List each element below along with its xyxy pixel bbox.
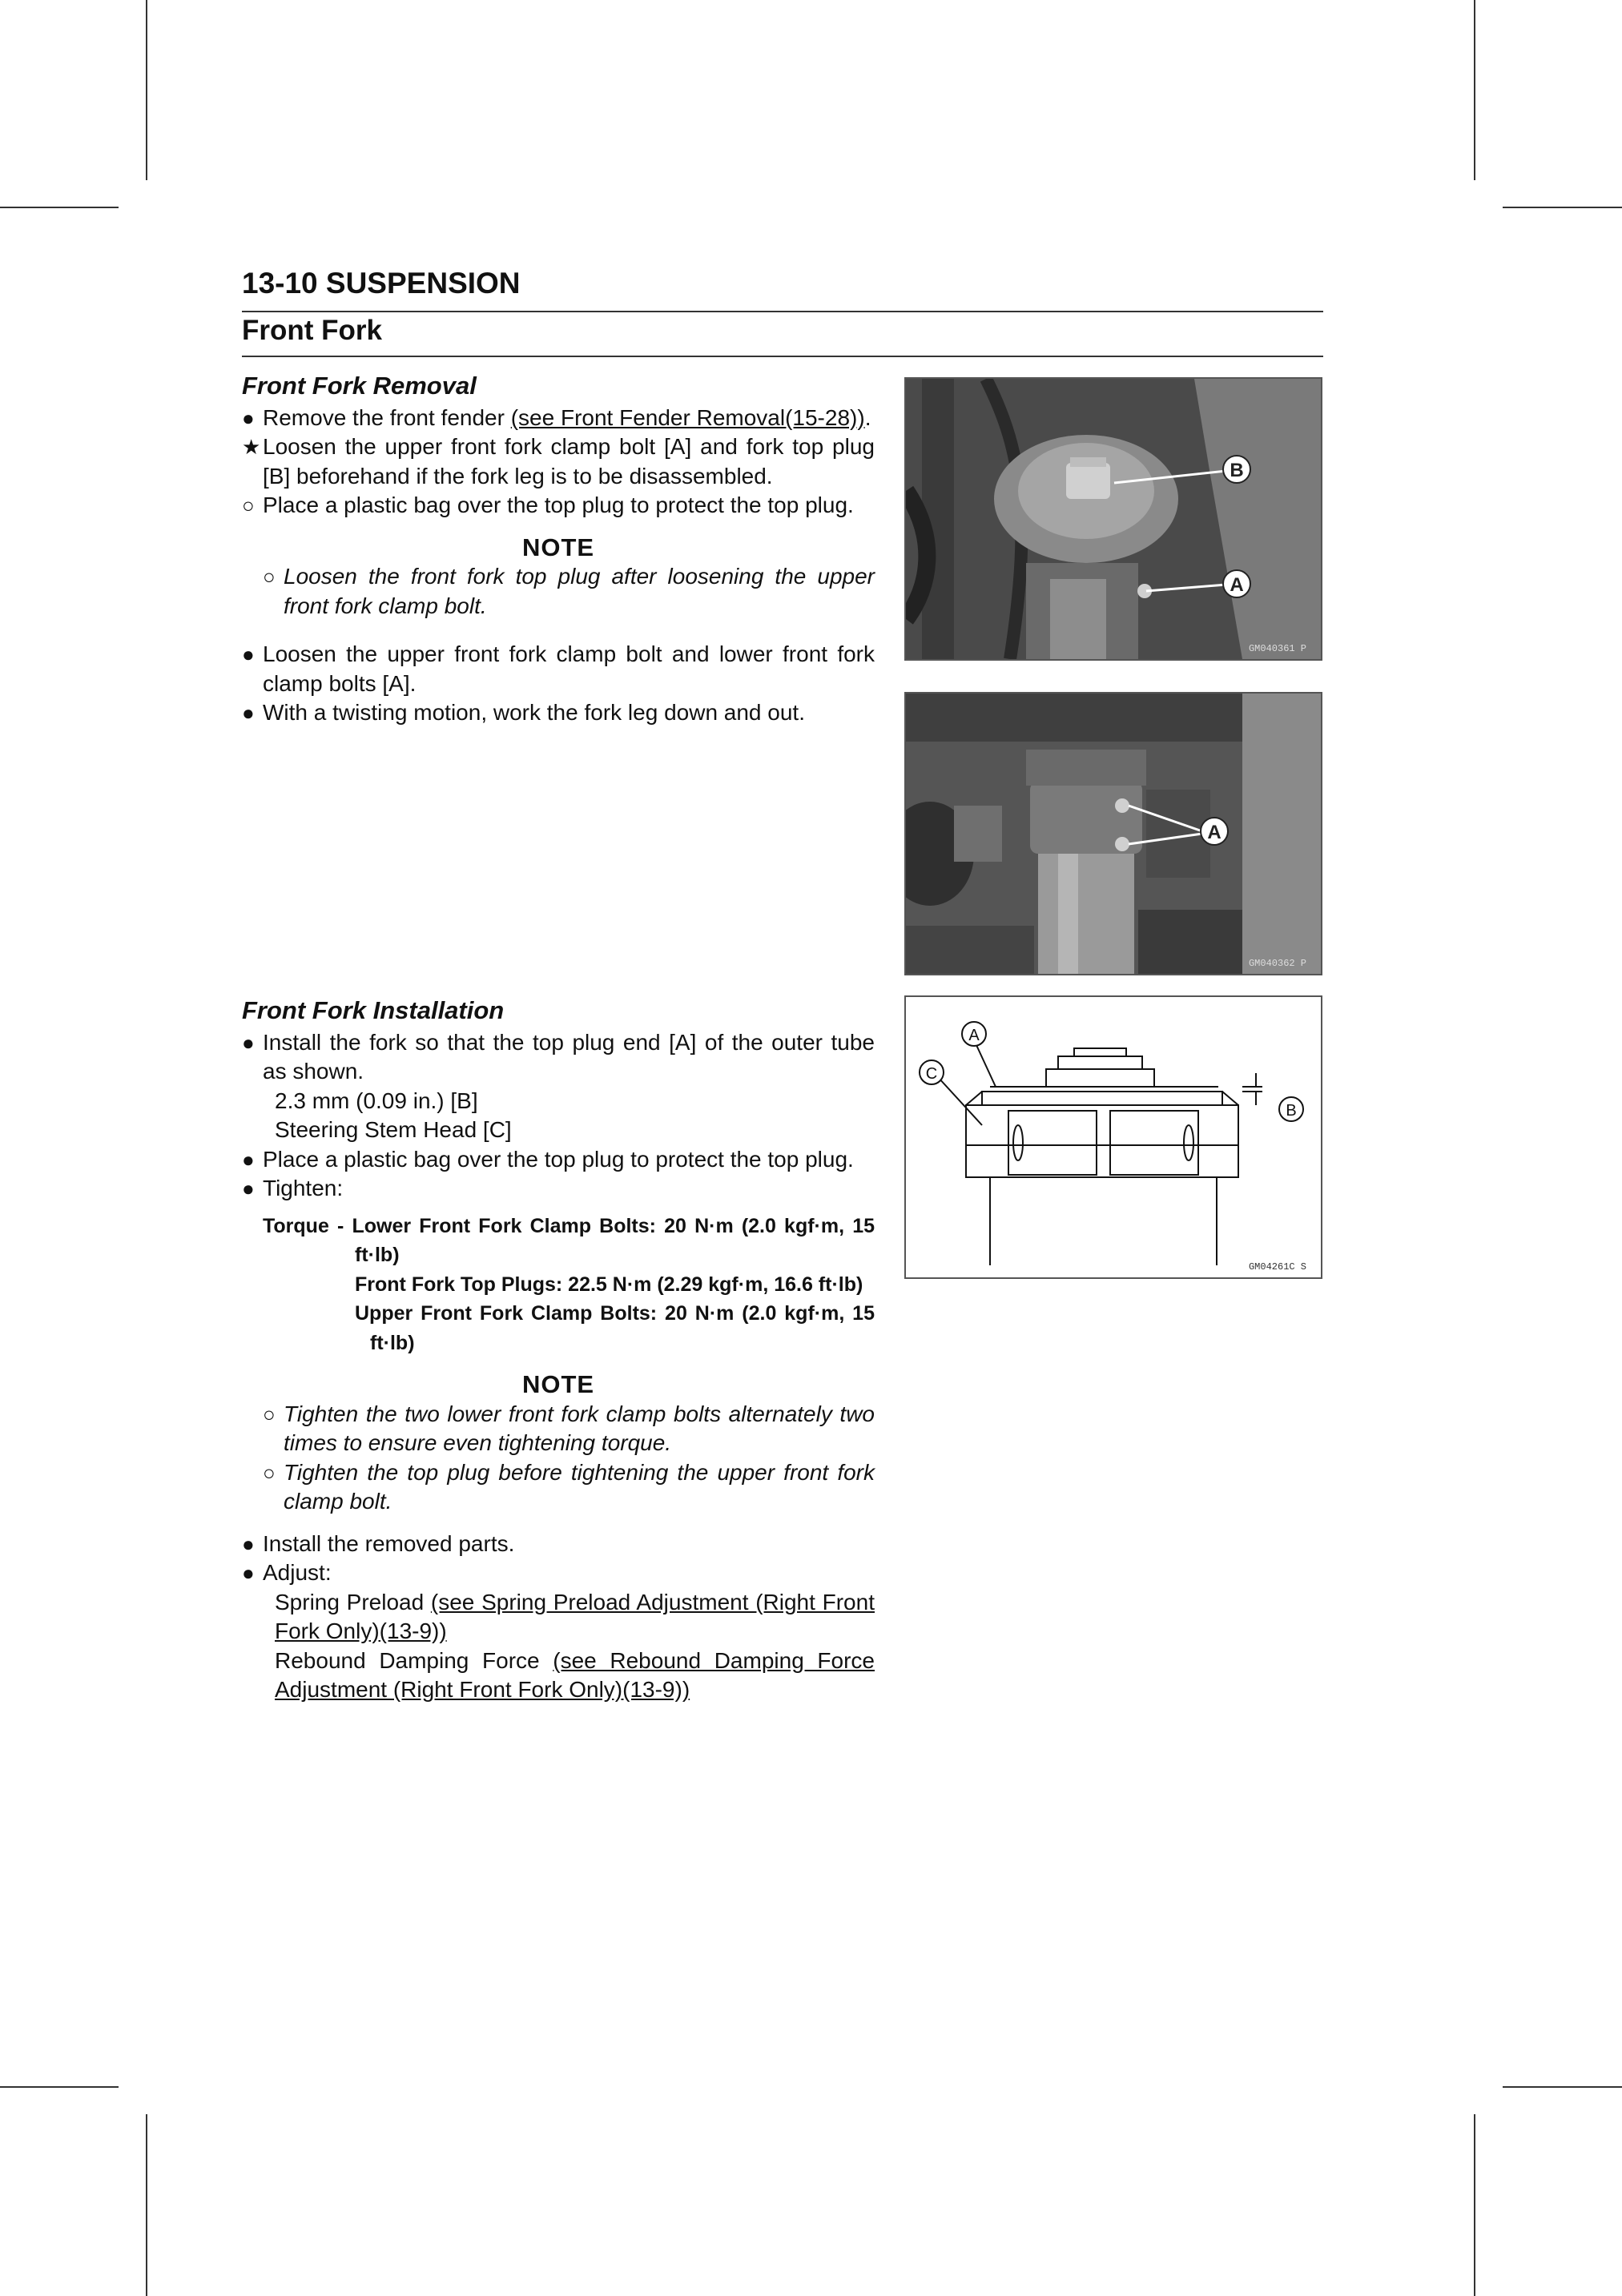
install-step: ● Tighten: bbox=[242, 1174, 875, 1204]
crop-mark bbox=[1474, 2114, 1475, 2296]
star-icon: ★ bbox=[242, 435, 261, 459]
install-step: ● Place a plastic bag over the top plug to protect the top plug. bbox=[242, 1145, 875, 1175]
fork-clamps-photo bbox=[906, 694, 1321, 974]
removal-step: ● Loosen the upper front fork clamp bolt and lower front fork clamp bolts [A]. bbox=[242, 641, 875, 696]
callout-label-b: B bbox=[1286, 1102, 1297, 1120]
bullet-icon: ● bbox=[242, 405, 255, 430]
install-detail: 2.3 mm (0.09 in.) [B] bbox=[275, 1088, 478, 1113]
figure-installation-diagram bbox=[904, 995, 1322, 1279]
removal-step: ● With a twisting motion, work the fork leg down and out. bbox=[242, 698, 875, 728]
bullet-icon: ● bbox=[242, 1176, 255, 1200]
figure-code: GM040362 P bbox=[1248, 958, 1306, 969]
install-step: ● Install the removed parts. bbox=[242, 1530, 875, 1559]
torque-row: Front Fork Top Plugs: 22.5 N·m (2.29 kgf·m, 16.6 ft·lb) bbox=[355, 1273, 863, 1296]
torque-row: Upper Front Fork Clamp Bolts: 20 N·m (2.0 kgf·m, 15 ft·lb) bbox=[355, 1302, 875, 1354]
section-title: Front Fork bbox=[242, 315, 382, 346]
figure-fork-top bbox=[904, 377, 1322, 661]
callout-label-b: B bbox=[1230, 460, 1244, 481]
installation-heading: Front Fork Installation bbox=[242, 996, 505, 1024]
adjust-item: Rebound Damping Force (see Rebound Damping Force Adjustment (Right Front Fork Only)(13-9)) bbox=[275, 1647, 875, 1702]
fork-top-photo bbox=[906, 379, 1321, 659]
link-front-fender-removal[interactable]: (see Front Fender Removal(15-28)) bbox=[510, 404, 865, 430]
circle-icon: ○ bbox=[263, 565, 276, 589]
link-rebound-damping[interactable]: (see Rebound Damping Force Adjustment (Right Front Fork Only)(13-9)) bbox=[275, 1647, 875, 1702]
installation-diagram bbox=[906, 997, 1321, 1277]
removal-step: ● Remove the front fender (see Front Fender Removal(15-28)). bbox=[242, 404, 875, 433]
installation-section bbox=[242, 996, 875, 1705]
removal-heading: Front Fork Removal bbox=[242, 372, 477, 400]
crop-mark bbox=[1503, 2086, 1622, 2088]
install-step: ● Adjust: bbox=[242, 1558, 875, 1588]
link-spring-preload[interactable]: (see Spring Preload Adjustment (Right Front Fork Only)(13-9)) bbox=[275, 1589, 875, 1643]
removal-section bbox=[242, 372, 875, 728]
adjust-item: Spring Preload (see Spring Preload Adjustment (Right Front Fork Only)(13-9)) bbox=[275, 1589, 875, 1643]
install-detail: Steering Stem Head [C] bbox=[275, 1117, 512, 1142]
circle-icon: ○ bbox=[242, 493, 255, 517]
bullet-icon: ● bbox=[242, 1030, 255, 1055]
figure-code: GM040361 P bbox=[1248, 643, 1306, 654]
removal-step: ★ Loosen the upper front fork clamp bolt [A] and fork top plug [B] beforehand if the fork leg is to be disassembled. bbox=[242, 434, 875, 489]
note-heading: NOTE bbox=[521, 1370, 595, 1398]
callout-label-a: A bbox=[1207, 822, 1222, 843]
bullet-icon: ● bbox=[242, 1531, 255, 1556]
header-rule bbox=[242, 311, 1323, 312]
bullet-icon: ● bbox=[242, 1561, 255, 1585]
crop-mark bbox=[1503, 207, 1622, 208]
note-text: ○ Tighten the top plug before tightening the upper front fork clamp bolt. bbox=[263, 1459, 875, 1514]
bullet-icon: ● bbox=[242, 642, 255, 666]
section-rule bbox=[242, 356, 1323, 357]
torque-label: Torque - bbox=[263, 1214, 344, 1237]
torque-row: Torque - Lower Front Fork Clamp Bolts: 20 N·m (2.0 kgf·m, 15 ft·lb) bbox=[263, 1214, 875, 1266]
bullet-icon: ● bbox=[242, 1147, 255, 1172]
circle-icon: ○ bbox=[263, 1401, 276, 1426]
crop-mark bbox=[0, 207, 119, 208]
crop-mark bbox=[0, 2086, 119, 2088]
note-text: ○ Loosen the front fork top plug after loosening the upper front fork clamp bolt. bbox=[263, 564, 875, 618]
bullet-icon: ● bbox=[242, 701, 255, 725]
callout-label-a: A bbox=[1230, 574, 1244, 596]
callout-label-a: A bbox=[968, 1027, 980, 1044]
crop-mark bbox=[1474, 0, 1475, 180]
note-text: ○ Tighten the two lower front fork clamp bolts alternately two times to ensure even tightening torque. bbox=[263, 1401, 875, 1455]
crop-mark bbox=[146, 2114, 147, 2296]
figure-fork-clamps bbox=[904, 692, 1322, 975]
page-title: 13-10 SUSPENSION bbox=[242, 267, 521, 300]
figure-code: GM04261C S bbox=[1248, 1261, 1306, 1273]
removal-step: ○ Place a plastic bag over the top plug to protect the top plug. bbox=[242, 491, 875, 521]
note-heading: NOTE bbox=[521, 533, 595, 561]
crop-mark bbox=[146, 0, 147, 180]
install-step: ● Install the fork so that the top plug end [A] of the outer tube as shown. bbox=[242, 1029, 875, 1084]
callout-label-c: C bbox=[925, 1065, 938, 1083]
circle-icon: ○ bbox=[263, 1460, 276, 1485]
torque-spec bbox=[242, 1212, 875, 1358]
